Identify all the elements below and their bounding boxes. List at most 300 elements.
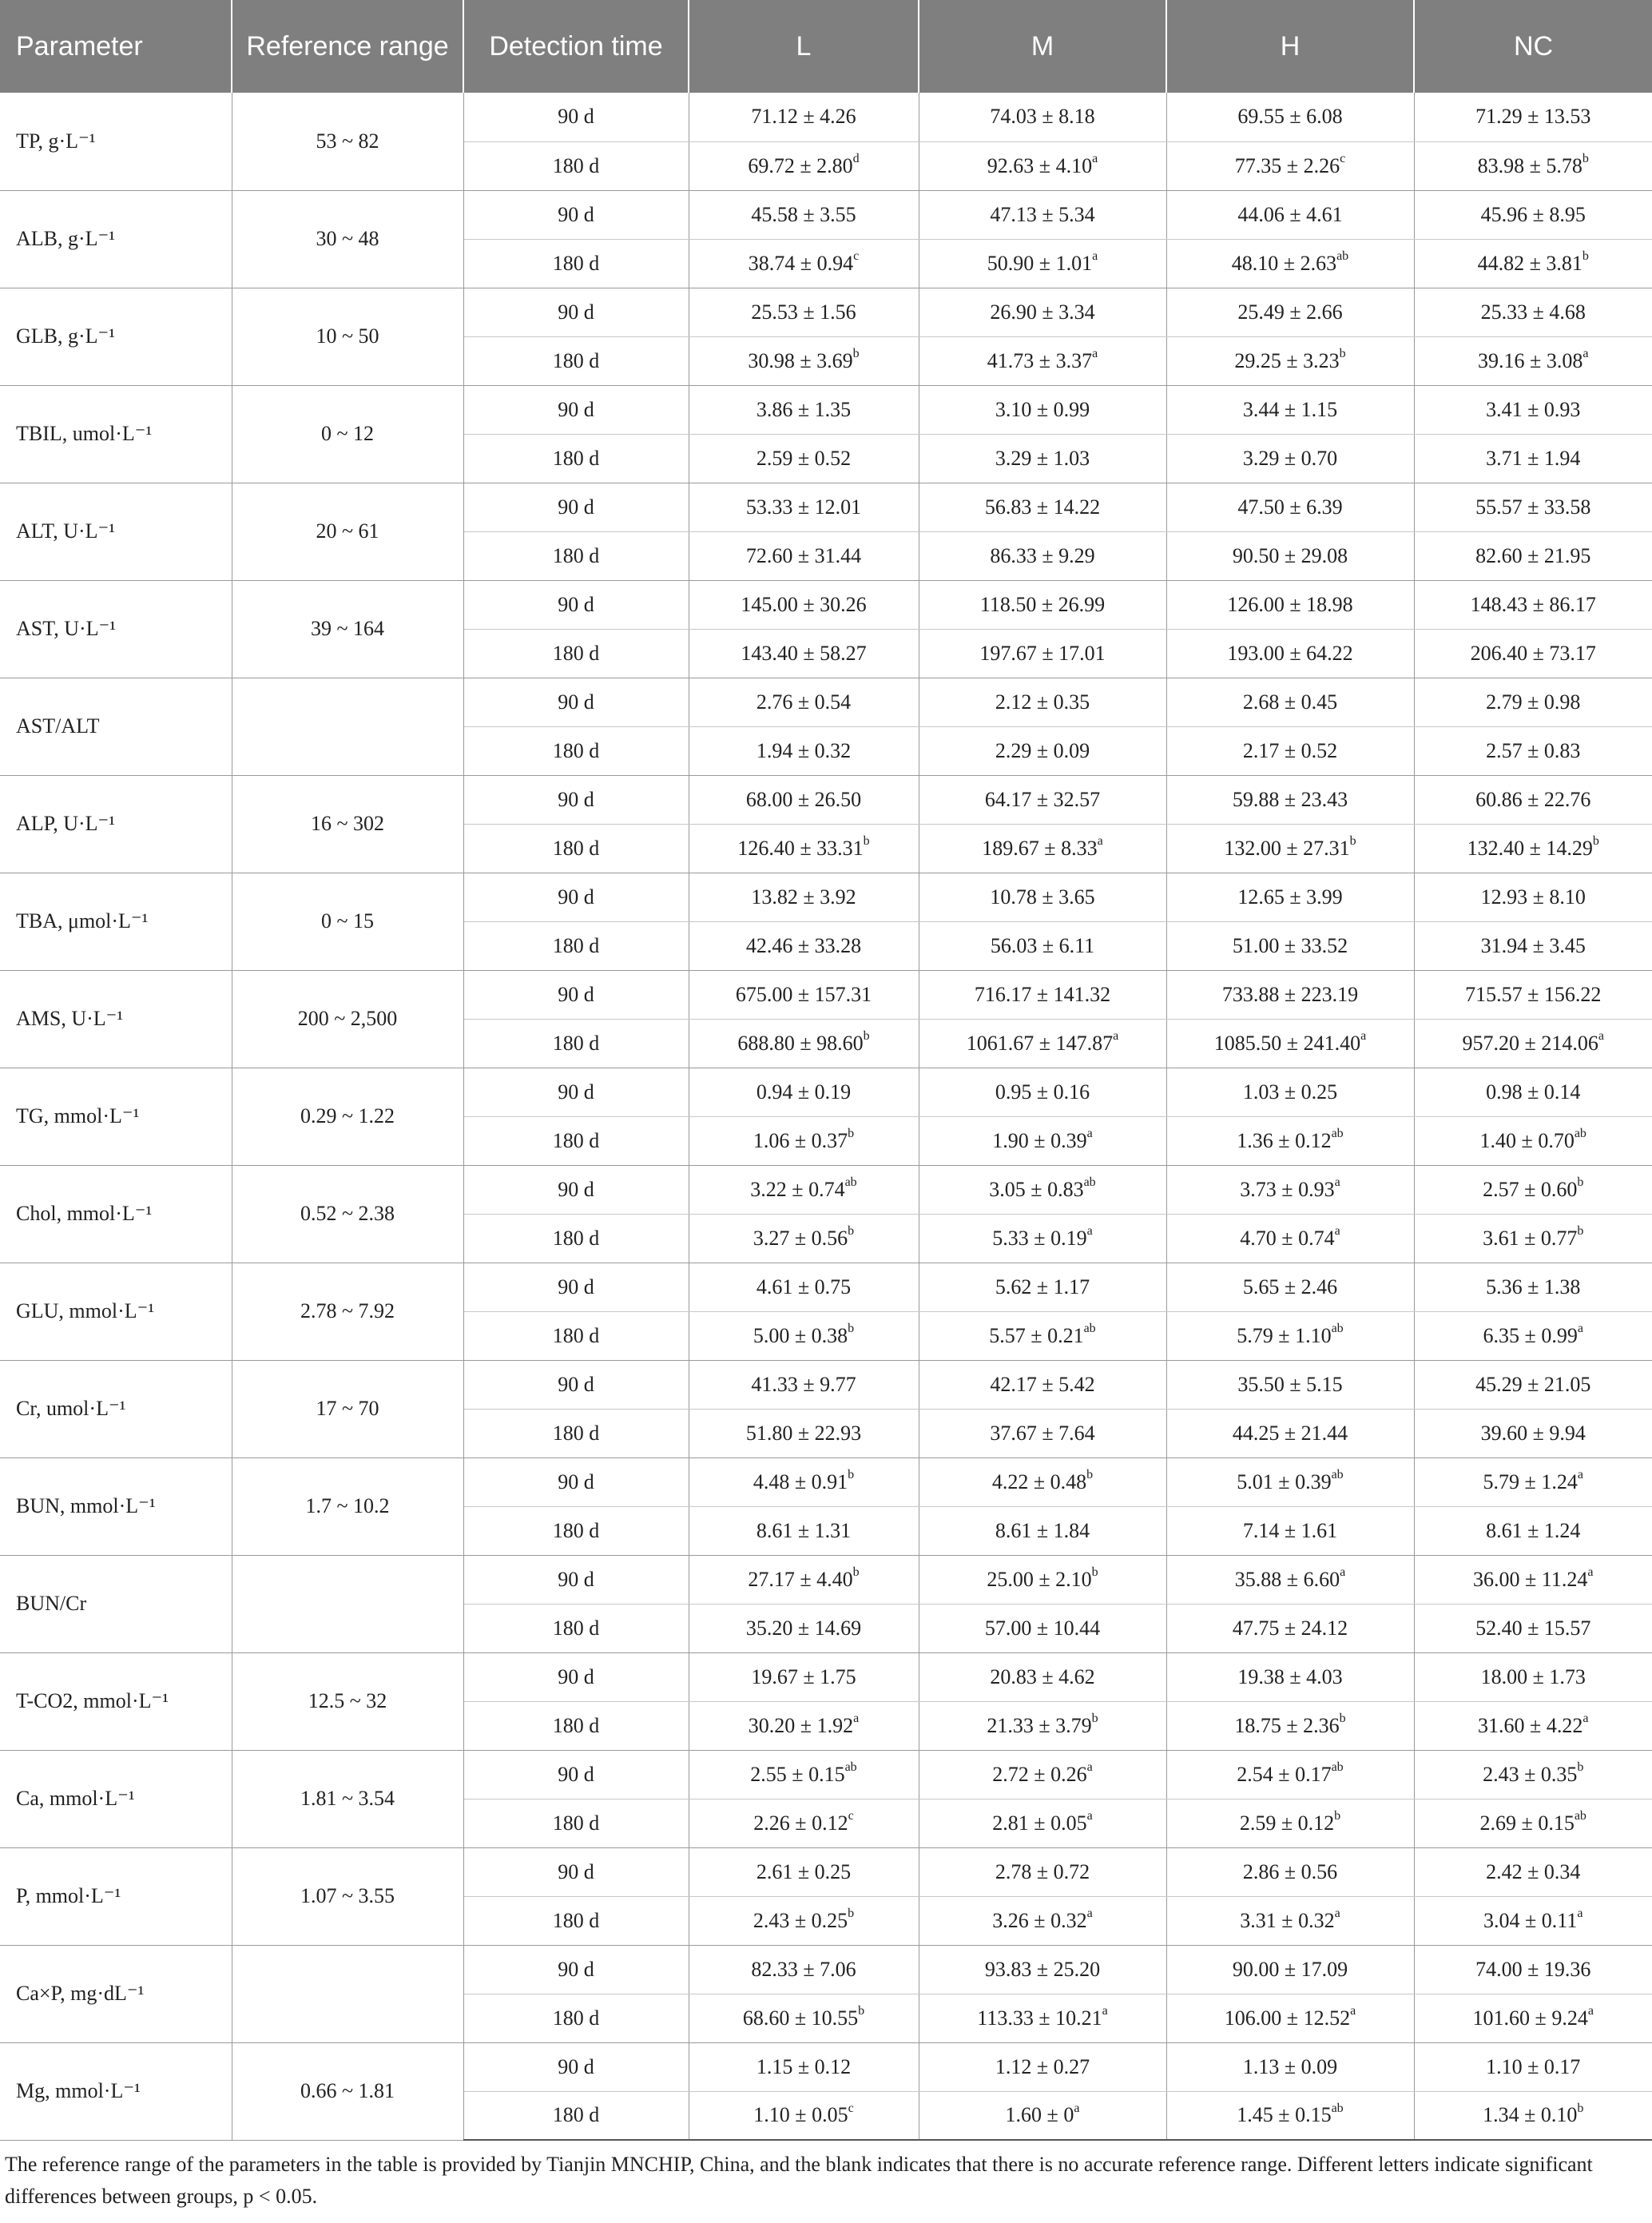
parameter-cell: P, mmol·L⁻¹ bbox=[0, 1847, 232, 1945]
significance-letter: b bbox=[848, 1126, 855, 1140]
significance-letter: ab bbox=[1331, 1760, 1344, 1774]
value-text: 2.69 ± 0.15 bbox=[1479, 1811, 1575, 1835]
value-cell bbox=[689, 775, 919, 824]
value-text: 71.29 ± 13.53 bbox=[1475, 105, 1591, 129]
reference-range-cell: 0 ~ 15 bbox=[232, 873, 463, 970]
value-cell bbox=[689, 1604, 919, 1652]
table-row bbox=[0, 1457, 1652, 1506]
reference-range-cell: 0.66 ~ 1.81 bbox=[232, 2042, 463, 2140]
significance-letter: a bbox=[1334, 1175, 1340, 1189]
significance-letter: b bbox=[1582, 151, 1589, 165]
value-cell bbox=[689, 1555, 919, 1604]
value-cell bbox=[1414, 629, 1652, 678]
value-cell bbox=[919, 678, 1166, 726]
value-cell bbox=[919, 336, 1166, 385]
value-text: 38.74 ± 0.94 bbox=[748, 251, 854, 275]
significance-letter: b bbox=[848, 1906, 855, 1920]
value-text: 56.03 ± 6.11 bbox=[990, 933, 1095, 957]
value-text: 1.12 ± 0.27 bbox=[995, 2054, 1090, 2078]
value-cell bbox=[919, 141, 1166, 190]
detection-time-cell: 180 d bbox=[463, 1409, 689, 1457]
value-text: 25.49 ± 2.66 bbox=[1237, 300, 1343, 324]
value-cell bbox=[1166, 1360, 1414, 1409]
significance-letter: ab bbox=[1336, 249, 1349, 263]
value-text: 3.26 ± 0.32 bbox=[992, 1908, 1087, 1932]
value-text: 1.10 ± 0.17 bbox=[1486, 2054, 1581, 2078]
value-text: 45.96 ± 8.95 bbox=[1480, 202, 1586, 226]
detection-time-cell: 180 d bbox=[463, 726, 689, 775]
detection-time-cell: 180 d bbox=[463, 1799, 689, 1847]
value-text: 55.57 ± 33.58 bbox=[1475, 495, 1591, 519]
value-text: 2.72 ± 0.26 bbox=[992, 1762, 1087, 1786]
value-text: 132.00 ± 27.31 bbox=[1224, 836, 1350, 860]
significance-letter: c bbox=[848, 1808, 854, 1823]
value-text: 82.60 ± 21.95 bbox=[1475, 543, 1591, 567]
significance-letter: b bbox=[1334, 1808, 1341, 1823]
table-row bbox=[0, 288, 1652, 336]
detection-time-cell: 90 d bbox=[463, 1360, 689, 1409]
value-cell bbox=[1166, 1263, 1414, 1311]
value-cell bbox=[919, 775, 1166, 824]
value-text: 5.00 ± 0.38 bbox=[753, 1323, 848, 1347]
value-text: 44.25 ± 21.44 bbox=[1232, 1421, 1348, 1445]
parameter-cell: TG, mmol·L⁻¹ bbox=[0, 1068, 232, 1165]
value-cell bbox=[1414, 970, 1652, 1019]
detection-time-cell: 90 d bbox=[463, 1847, 689, 1896]
value-cell bbox=[1166, 1701, 1414, 1750]
value-cell bbox=[689, 239, 919, 288]
value-text: 5.36 ± 1.38 bbox=[1486, 1275, 1581, 1298]
reference-range-cell: 0.29 ~ 1.22 bbox=[232, 1068, 463, 1165]
reference-range-cell: 2.78 ~ 7.92 bbox=[232, 1263, 463, 1360]
significance-letter: a bbox=[1350, 2003, 1356, 2018]
value-text: 93.83 ± 25.20 bbox=[984, 1957, 1101, 1981]
value-text: 715.57 ± 156.22 bbox=[1465, 982, 1602, 1006]
value-cell bbox=[919, 580, 1166, 629]
significance-letter: b bbox=[1091, 1565, 1098, 1579]
value-text: 1.34 ± 0.10 bbox=[1483, 2103, 1578, 2127]
value-text: 57.00 ± 10.44 bbox=[984, 1616, 1101, 1640]
value-text: 92.63 ± 4.10 bbox=[987, 153, 1093, 177]
value-text: 5.01 ± 0.39 bbox=[1237, 1469, 1332, 1493]
value-cell bbox=[1166, 1165, 1414, 1214]
significance-letter: a bbox=[1340, 1565, 1346, 1579]
detection-time-cell: 90 d bbox=[463, 970, 689, 1019]
value-text: 2.68 ± 0.45 bbox=[1242, 690, 1338, 714]
value-cell bbox=[1414, 239, 1652, 288]
value-cell bbox=[919, 726, 1166, 775]
value-cell bbox=[1414, 1896, 1652, 1945]
value-text: 83.98 ± 5.78 bbox=[1477, 153, 1583, 177]
value-cell bbox=[1414, 190, 1652, 239]
value-cell bbox=[1414, 1506, 1652, 1555]
parameter-cell: Ca, mmol·L⁻¹ bbox=[0, 1750, 232, 1847]
value-text: 2.57 ± 0.60 bbox=[1483, 1177, 1578, 1201]
value-text: 69.72 ± 2.80 bbox=[748, 153, 853, 177]
value-text: 19.67 ± 1.75 bbox=[751, 1664, 856, 1688]
value-cell bbox=[689, 1994, 919, 2042]
detection-time-cell: 90 d bbox=[463, 483, 689, 531]
value-text: 6.35 ± 0.99 bbox=[1483, 1323, 1578, 1347]
value-cell bbox=[1414, 1701, 1652, 1750]
significance-letter: a bbox=[1334, 1906, 1340, 1920]
significance-letter: d bbox=[852, 151, 860, 165]
value-cell bbox=[1414, 1457, 1652, 1506]
value-text: 4.22 ± 0.48 bbox=[991, 1469, 1087, 1493]
value-cell bbox=[1414, 1847, 1652, 1896]
table-row bbox=[0, 1945, 1652, 1994]
value-text: 1.15 ± 0.12 bbox=[756, 2054, 852, 2078]
value-cell bbox=[1166, 1896, 1414, 1945]
value-cell bbox=[919, 1165, 1166, 1214]
value-cell bbox=[1414, 288, 1652, 336]
parameter-cell: TP, g·L⁻¹ bbox=[0, 93, 232, 190]
reference-range-cell: 16 ~ 302 bbox=[232, 775, 463, 873]
table-row bbox=[0, 1263, 1652, 1311]
detection-time-cell: 90 d bbox=[463, 93, 689, 141]
detection-time-cell: 90 d bbox=[463, 1263, 689, 1311]
value-text: 41.73 ± 3.37 bbox=[987, 348, 1093, 372]
value-text: 7.14 ± 1.61 bbox=[1242, 1518, 1338, 1542]
value-text: 42.46 ± 33.28 bbox=[745, 933, 862, 957]
value-text: 1061.67 ± 147.87 bbox=[966, 1031, 1114, 1055]
value-cell bbox=[1414, 1019, 1652, 1068]
value-cell bbox=[1414, 1360, 1652, 1409]
detection-time-cell: 90 d bbox=[463, 1945, 689, 1994]
value-text: 10.78 ± 3.65 bbox=[990, 885, 1095, 909]
value-cell bbox=[919, 2091, 1166, 2140]
value-cell bbox=[1166, 1945, 1414, 1994]
value-text: 4.70 ± 0.74 bbox=[1240, 1226, 1335, 1250]
value-text: 2.61 ± 0.25 bbox=[756, 1859, 852, 1883]
parameter-cell: TBIL, umol·L⁻¹ bbox=[0, 385, 232, 483]
detection-time-cell: 180 d bbox=[463, 1019, 689, 1068]
value-text: 5.62 ± 1.17 bbox=[995, 1275, 1090, 1298]
value-text: 47.13 ± 5.34 bbox=[990, 202, 1095, 226]
value-cell bbox=[1166, 93, 1414, 141]
value-cell bbox=[1414, 1750, 1652, 1799]
value-text: 5.79 ± 1.24 bbox=[1483, 1469, 1578, 1493]
value-text: 5.33 ± 0.19 bbox=[992, 1226, 1087, 1250]
parameter-cell: BUN/Cr bbox=[0, 1555, 232, 1652]
value-cell bbox=[919, 1457, 1166, 1506]
value-text: 74.03 ± 8.18 bbox=[990, 105, 1095, 129]
value-text: 47.75 ± 24.12 bbox=[1232, 1616, 1348, 1640]
significance-letter: b bbox=[1577, 2101, 1584, 2115]
detection-time-cell: 180 d bbox=[463, 336, 689, 385]
detection-time-cell: 90 d bbox=[463, 1555, 689, 1604]
value-cell bbox=[689, 873, 919, 921]
value-cell bbox=[1414, 434, 1652, 483]
value-text: 27.17 ± 4.40 bbox=[748, 1567, 853, 1591]
value-text: 145.00 ± 30.26 bbox=[741, 592, 867, 616]
significance-letter: a bbox=[1334, 1223, 1340, 1238]
value-text: 59.88 ± 23.43 bbox=[1232, 787, 1348, 811]
value-text: 1.60 ± 0 bbox=[1005, 2103, 1074, 2127]
value-cell bbox=[1166, 921, 1414, 970]
value-cell bbox=[919, 1896, 1166, 1945]
value-cell bbox=[689, 190, 919, 239]
value-text: 82.33 ± 7.06 bbox=[751, 1957, 856, 1981]
value-text: 0.98 ± 0.14 bbox=[1486, 1080, 1581, 1104]
value-cell bbox=[689, 824, 919, 873]
value-text: 18.00 ± 1.73 bbox=[1480, 1664, 1586, 1688]
value-cell bbox=[689, 385, 919, 434]
value-cell bbox=[919, 1263, 1166, 1311]
significance-letter: a bbox=[1092, 151, 1098, 165]
value-cell bbox=[919, 1604, 1166, 1652]
table-row bbox=[0, 385, 1652, 434]
table-row bbox=[0, 1555, 1652, 1604]
table-row bbox=[0, 1165, 1652, 1214]
value-cell bbox=[1166, 1799, 1414, 1847]
significance-letter: a bbox=[1587, 2003, 1594, 2018]
header-group-l: L bbox=[689, 0, 919, 93]
value-cell bbox=[919, 190, 1166, 239]
significance-letter: a bbox=[1583, 346, 1589, 360]
value-cell bbox=[1414, 1116, 1652, 1165]
value-text: 118.50 ± 26.99 bbox=[979, 592, 1106, 616]
parameter-cell: GLB, g·L⁻¹ bbox=[0, 288, 232, 385]
value-text: 56.83 ± 14.22 bbox=[984, 495, 1101, 519]
value-cell bbox=[689, 141, 919, 190]
table-row bbox=[0, 873, 1652, 921]
value-cell bbox=[1166, 385, 1414, 434]
value-cell bbox=[689, 970, 919, 1019]
significance-letter: b bbox=[858, 2003, 865, 2018]
value-cell bbox=[1414, 2091, 1652, 2140]
significance-letter: b bbox=[1091, 1711, 1098, 1725]
value-text: 206.40 ± 73.17 bbox=[1470, 641, 1596, 665]
value-cell bbox=[689, 726, 919, 775]
parameter-cell: ALT, U·L⁻¹ bbox=[0, 483, 232, 580]
detection-time-cell: 180 d bbox=[463, 1994, 689, 2042]
header-group-m: M bbox=[919, 0, 1166, 93]
value-text: 48.10 ± 2.63 bbox=[1231, 251, 1337, 275]
value-cell bbox=[1166, 873, 1414, 921]
value-text: 113.33 ± 10.21 bbox=[977, 2006, 1102, 2030]
detection-time-cell: 90 d bbox=[463, 385, 689, 434]
value-cell bbox=[1414, 1799, 1652, 1847]
value-text: 30.98 ± 3.69 bbox=[748, 348, 853, 372]
reference-range-cell: 53 ~ 82 bbox=[232, 93, 463, 190]
parameter-cell: T-CO2, mmol·L⁻¹ bbox=[0, 1652, 232, 1750]
significance-letter: a bbox=[1583, 1711, 1589, 1725]
value-text: 189.67 ± 8.33 bbox=[982, 836, 1098, 860]
value-text: 2.76 ± 0.54 bbox=[756, 690, 852, 714]
value-cell bbox=[919, 1019, 1166, 1068]
significance-letter: a bbox=[1074, 2101, 1080, 2115]
value-cell bbox=[1414, 726, 1652, 775]
value-text: 675.00 ± 157.31 bbox=[735, 982, 872, 1006]
value-text: 0.94 ± 0.19 bbox=[756, 1080, 852, 1104]
value-cell bbox=[1166, 336, 1414, 385]
value-cell bbox=[919, 288, 1166, 336]
value-text: 2.59 ± 0.52 bbox=[756, 446, 852, 470]
value-text: 3.29 ± 1.03 bbox=[995, 446, 1090, 470]
value-cell bbox=[1166, 1555, 1414, 1604]
detection-time-cell: 180 d bbox=[463, 1506, 689, 1555]
detection-time-cell: 180 d bbox=[463, 1701, 689, 1750]
value-text: 5.79 ± 1.10 bbox=[1237, 1323, 1332, 1347]
value-text: 77.35 ± 2.26 bbox=[1234, 153, 1340, 177]
significance-letter: ab bbox=[844, 1760, 857, 1774]
value-cell bbox=[689, 1214, 919, 1263]
value-cell bbox=[919, 1311, 1166, 1360]
value-text: 42.17 ± 5.42 bbox=[990, 1372, 1095, 1396]
detection-time-cell: 180 d bbox=[463, 629, 689, 678]
value-cell bbox=[1414, 1994, 1652, 2042]
detection-time-cell: 180 d bbox=[463, 1116, 689, 1165]
detection-time-cell: 180 d bbox=[463, 1311, 689, 1360]
value-text: 101.60 ± 9.24 bbox=[1472, 2006, 1588, 2030]
reference-range-cell: 1.7 ~ 10.2 bbox=[232, 1457, 463, 1555]
value-text: 8.61 ± 1.84 bbox=[995, 1518, 1090, 1542]
value-cell bbox=[1166, 824, 1414, 873]
value-cell bbox=[1414, 1409, 1652, 1457]
value-text: 2.86 ± 0.56 bbox=[1242, 1859, 1338, 1883]
value-cell bbox=[689, 1701, 919, 1750]
significance-letter: ab bbox=[1331, 1321, 1344, 1335]
value-cell bbox=[919, 1750, 1166, 1799]
value-text: 68.60 ± 10.55 bbox=[742, 2006, 859, 2030]
parameter-cell: AMS, U·L⁻¹ bbox=[0, 970, 232, 1068]
detection-time-cell: 180 d bbox=[463, 824, 689, 873]
value-cell bbox=[1166, 1311, 1414, 1360]
table-row bbox=[0, 1360, 1652, 1409]
value-cell bbox=[919, 483, 1166, 531]
value-text: 30.20 ± 1.92 bbox=[748, 1713, 854, 1737]
value-cell bbox=[689, 1750, 919, 1799]
value-cell bbox=[919, 1068, 1166, 1116]
value-cell bbox=[919, 1506, 1166, 1555]
value-cell bbox=[919, 385, 1166, 434]
header-parameter: Parameter bbox=[0, 0, 232, 93]
value-cell bbox=[689, 93, 919, 141]
value-text: 86.33 ± 9.29 bbox=[990, 543, 1095, 567]
value-cell bbox=[1166, 239, 1414, 288]
value-text: 60.86 ± 22.76 bbox=[1475, 787, 1591, 811]
value-text: 2.79 ± 0.98 bbox=[1486, 690, 1581, 714]
value-text: 39.16 ± 3.08 bbox=[1478, 348, 1583, 372]
value-cell bbox=[689, 1311, 919, 1360]
value-cell bbox=[1414, 1214, 1652, 1263]
value-text: 3.04 ± 0.11 bbox=[1483, 1908, 1578, 1932]
value-cell bbox=[919, 921, 1166, 970]
value-cell bbox=[1414, 775, 1652, 824]
value-text: 3.61 ± 0.77 bbox=[1483, 1226, 1578, 1250]
value-cell bbox=[1166, 970, 1414, 1019]
value-cell bbox=[689, 1360, 919, 1409]
value-text: 733.88 ± 223.19 bbox=[1221, 982, 1359, 1006]
value-cell bbox=[689, 336, 919, 385]
value-text: 41.33 ± 9.77 bbox=[751, 1372, 856, 1396]
value-cell bbox=[1166, 2042, 1414, 2091]
value-text: 51.00 ± 33.52 bbox=[1232, 933, 1348, 957]
value-text: 5.65 ± 2.46 bbox=[1242, 1275, 1338, 1298]
value-text: 2.78 ± 0.72 bbox=[995, 1859, 1090, 1883]
reference-range-cell: 10 ~ 50 bbox=[232, 288, 463, 385]
reference-range-cell: 17 ~ 70 bbox=[232, 1360, 463, 1457]
value-cell bbox=[689, 2091, 919, 2140]
value-cell bbox=[689, 483, 919, 531]
value-text: 50.90 ± 1.01 bbox=[987, 251, 1093, 275]
value-text: 2.54 ± 0.17 bbox=[1237, 1762, 1332, 1786]
significance-letter: b bbox=[1582, 249, 1589, 263]
value-text: 3.10 ± 0.99 bbox=[995, 397, 1090, 421]
value-text: 2.12 ± 0.35 bbox=[995, 690, 1090, 714]
value-cell bbox=[1166, 288, 1414, 336]
value-text: 2.55 ± 0.15 bbox=[750, 1762, 845, 1786]
value-text: 3.73 ± 0.93 bbox=[1240, 1177, 1335, 1201]
value-cell bbox=[919, 824, 1166, 873]
detection-time-cell: 90 d bbox=[463, 775, 689, 824]
value-text: 3.71 ± 1.94 bbox=[1486, 446, 1581, 470]
detection-time-cell: 90 d bbox=[463, 1165, 689, 1214]
value-text: 68.00 ± 26.50 bbox=[745, 787, 862, 811]
significance-letter: a bbox=[1577, 1321, 1583, 1335]
value-cell bbox=[1166, 1068, 1414, 1116]
detection-time-cell: 90 d bbox=[463, 1652, 689, 1701]
value-cell bbox=[1166, 678, 1414, 726]
value-cell bbox=[1414, 873, 1652, 921]
value-text: 52.40 ± 15.57 bbox=[1475, 1616, 1591, 1640]
significance-letter: ab bbox=[844, 1175, 857, 1189]
parameter-cell: Cr, umol·L⁻¹ bbox=[0, 1360, 232, 1457]
significance-letter: b bbox=[1577, 1760, 1584, 1774]
value-cell bbox=[919, 434, 1166, 483]
value-cell bbox=[919, 531, 1166, 580]
significance-letter: a bbox=[1092, 346, 1098, 360]
value-cell bbox=[1166, 1652, 1414, 1701]
table-row bbox=[0, 190, 1652, 239]
significance-letter: b bbox=[863, 833, 870, 848]
value-cell bbox=[919, 93, 1166, 141]
value-text: 2.29 ± 0.09 bbox=[995, 738, 1090, 762]
parameter-cell: ALB, g·L⁻¹ bbox=[0, 190, 232, 288]
value-cell bbox=[689, 1847, 919, 1896]
reference-range-cell: 0 ~ 12 bbox=[232, 385, 463, 483]
parameter-cell: AST, U·L⁻¹ bbox=[0, 580, 232, 678]
reference-range-cell: 20 ~ 61 bbox=[232, 483, 463, 580]
value-cell bbox=[1166, 1409, 1414, 1457]
value-text: 45.29 ± 21.05 bbox=[1475, 1372, 1591, 1396]
value-text: 126.00 ± 18.98 bbox=[1227, 592, 1353, 616]
significance-letter: b bbox=[1577, 1223, 1584, 1238]
significance-letter: b bbox=[1577, 1175, 1584, 1189]
detection-time-cell: 180 d bbox=[463, 1896, 689, 1945]
detection-time-cell: 90 d bbox=[463, 2042, 689, 2091]
significance-letter: a bbox=[1086, 1760, 1093, 1774]
detection-time-cell: 90 d bbox=[463, 1068, 689, 1116]
value-cell bbox=[689, 2042, 919, 2091]
table-row bbox=[0, 2042, 1652, 2091]
value-text: 53.33 ± 12.01 bbox=[745, 495, 862, 519]
value-cell bbox=[1414, 385, 1652, 434]
value-text: 47.50 ± 6.39 bbox=[1237, 495, 1343, 519]
parameter-cell: Chol, mmol·L⁻¹ bbox=[0, 1165, 232, 1263]
table-row bbox=[0, 1750, 1652, 1799]
value-text: 1.36 ± 0.12 bbox=[1237, 1128, 1332, 1152]
value-cell bbox=[919, 1847, 1166, 1896]
value-text: 957.20 ± 214.06 bbox=[1462, 1031, 1598, 1055]
value-text: 2.17 ± 0.52 bbox=[1242, 738, 1338, 762]
value-cell bbox=[689, 434, 919, 483]
detection-time-cell: 90 d bbox=[463, 190, 689, 239]
table-row bbox=[0, 1847, 1652, 1896]
value-cell bbox=[1166, 531, 1414, 580]
value-text: 44.82 ± 3.81 bbox=[1477, 251, 1583, 275]
